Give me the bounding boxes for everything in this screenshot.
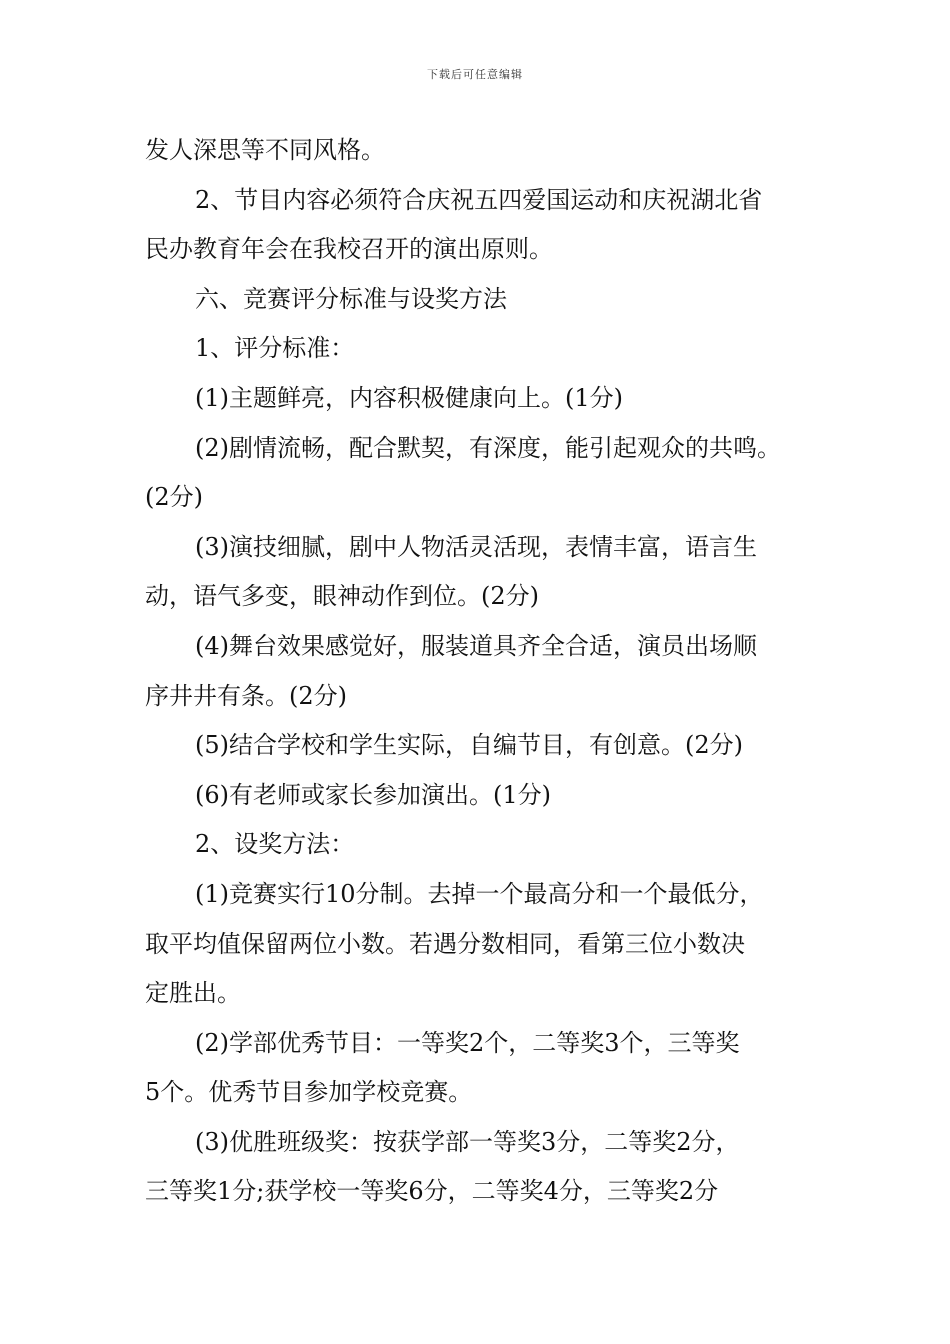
page-header: 下载后可任意编辑: [427, 68, 523, 81]
text-line: (5)结合学校和学生实际，自编节目，有创意。(2分): [195, 731, 743, 760]
text-line: (3)优胜班级奖：按获学部一等奖3分，二等奖2分，: [195, 1127, 740, 1156]
text-line: (6)有老师或家长参加演出。(1分): [195, 780, 551, 809]
text-line: (1)竞赛实行10分制。去掉一个最高分和一个最低分，: [195, 879, 764, 908]
document-body: [145, 126, 815, 1217]
text-line: 动，语气多变，眼神动作到位。(2分): [145, 582, 539, 611]
text-line: (3)演技细腻，剧中人物活灵活现，表情丰富，语言生: [195, 532, 757, 561]
subsection-heading: 2、设奖方法：: [195, 830, 355, 859]
subsection-heading: 1、评分标准：: [195, 334, 355, 363]
text-line: (4)舞台效果感觉好，服装道具齐全合适，演员出场顺: [195, 631, 757, 660]
text-line: 5个。优秀节目参加学校竞赛。: [145, 1078, 473, 1107]
text-line: 取平均值保留两位小数。若遇分数相同，看第三位小数决: [145, 929, 745, 958]
text-line: 2、节目内容必须符合庆祝五四爱国运动和庆祝湖北省: [195, 185, 763, 214]
text-line: 序井井有条。(2分): [145, 681, 347, 710]
text-line: (1)主题鲜亮，内容积极健康向上。(1分): [195, 383, 623, 412]
text-line: 民办教育年会在我校召开的演出原则。: [145, 235, 553, 264]
text-line: (2)剧情流畅，配合默契，有深度，能引起观众的共鸣。: [195, 433, 781, 462]
text-line: 三等奖1分;获学校一等奖6分，二等奖4分，三等奖2分: [145, 1177, 719, 1206]
text-line: (2分): [145, 483, 203, 512]
section-heading: 六、竞赛评分标准与设奖方法: [195, 284, 507, 313]
text-line: 定胜出。: [145, 979, 241, 1008]
text-line: 发人深思等不同风格。: [145, 136, 385, 164]
text-line: (2)学部优秀节目：一等奖2个，二等奖3个，三等奖: [195, 1028, 740, 1057]
